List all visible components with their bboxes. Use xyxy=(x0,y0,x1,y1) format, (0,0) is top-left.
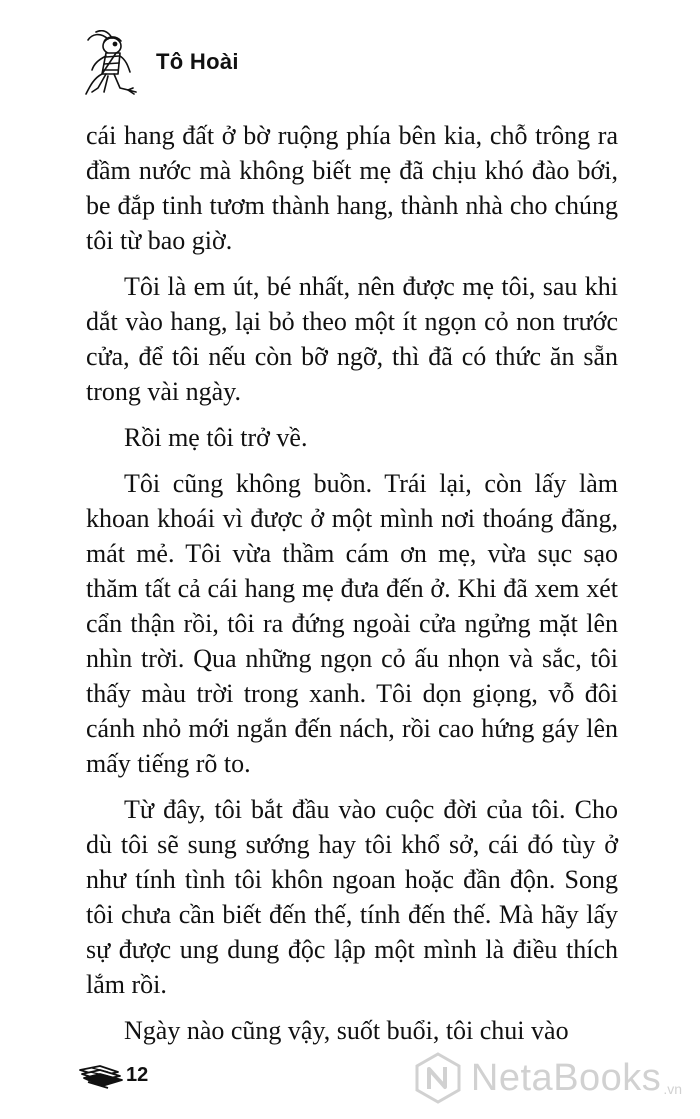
paragraph: Tôi là em út, bé nhất, nên được mẹ tôi, sau khi dắt vào hang, lại bỏ theo một ít ngọn cỏ non trước cửa, để tôi nếu còn bỡ ngỡ, thì đã có thức ăn sẵn trong vài ngày. xyxy=(86,272,618,406)
cricket-figure-icon xyxy=(78,30,156,100)
netabooks-logo-icon xyxy=(411,1051,465,1105)
page-footer xyxy=(78,1055,148,1095)
chapter-text xyxy=(86,118,618,1059)
author-name: Tô Hoài xyxy=(156,49,239,74)
running-header xyxy=(78,30,239,100)
book-ornament-icon xyxy=(78,1060,124,1090)
paragraph: cái hang đất ở bờ ruộng phía bên kia, chỗ trông ra đầm nước mà không biết mẹ đã chịu khó đào bới, be đắp tinh tươm thành hang, thành nhà cho chúng tôi từ bao giờ. xyxy=(86,121,618,255)
page-number: 12 xyxy=(126,1063,149,1086)
paragraph: Ngày nào cũng vậy, suốt buổi, tôi chui vào xyxy=(124,1016,569,1045)
watermark-suffix: .vn xyxy=(663,1081,682,1097)
paragraph: Từ đây, tôi bắt đầu vào cuộc đời của tôi. Cho dù tôi sẽ sung sướng hay tôi khổ sở, cái đó tùy ở như tính tình tôi khôn ngoan hoặc đần độn. Song tôi chưa cần biết đến thế, tính đến thế. Mà hãy lấy sự được ung dung độc lập một mình là điều thích lắm rồi. xyxy=(86,795,618,999)
paragraph: Rồi mẹ tôi trở về. xyxy=(124,423,308,452)
watermark-text: NetaBooks xyxy=(470,1056,662,1099)
watermark xyxy=(411,1051,682,1105)
paragraph: Tôi cũng không buồn. Trái lại, còn lấy làm khoan khoái vì được ở một mình nơi thoáng đãng, mát mẻ. Tôi vừa thầm cám ơn mẹ, vừa sục sạo thăm tất cả cái hang mẹ đưa đến ở. Khi đã xem xét cẩn thận rồi, tôi ra đứng ngoài cửa ngửng mặt lên nhìn trời. Qua những ngọn cỏ ấu nhọn và sắc, tôi thấy màu trời trong xanh. Tôi dọn giọng, vỗ đôi cánh nhỏ mới ngắn đến nách, rồi cao hứng gáy lên mấy tiếng rõ to. xyxy=(86,469,618,778)
